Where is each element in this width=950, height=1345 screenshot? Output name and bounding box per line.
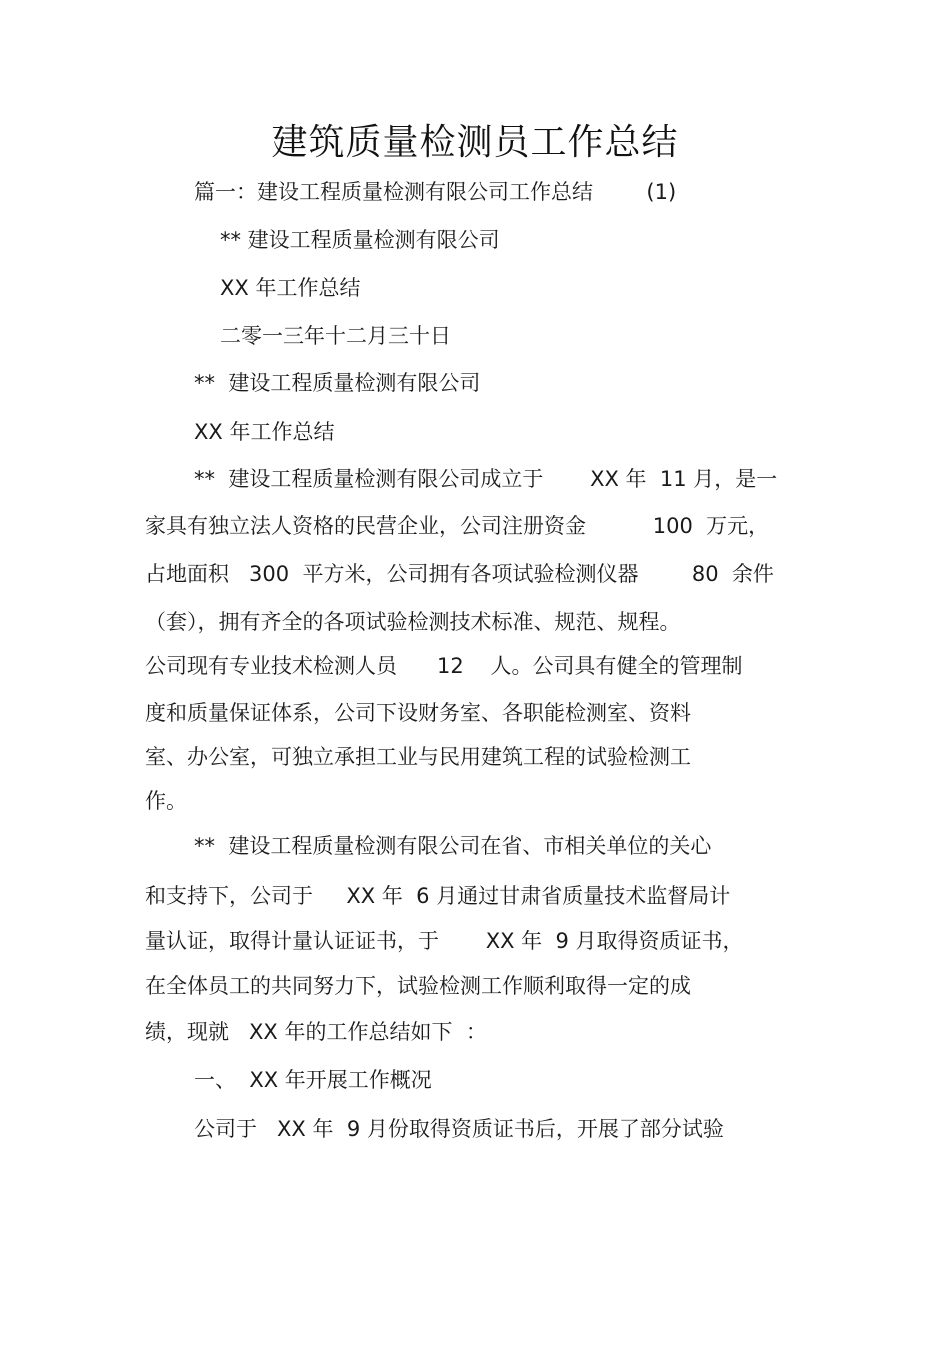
paragraph-line: 作。 <box>145 789 187 813</box>
paragraph-line: 占地面积 300 平方米，公司拥有各项试验检测仪器 80 余件 <box>145 562 774 586</box>
paragraph-line: ** 建设工程质量检测有限公司成立于 XX 年 11 月，是一 <box>194 467 778 491</box>
paragraph-line: 度和质量保证体系，公司下设财务室、各职能检测室、资料 <box>145 701 691 725</box>
document-title: 建筑质量检测员工作总结 <box>271 122 679 163</box>
paragraph-line: 室、办公室，可独立承担工业与民用建筑工程的试验检测工 <box>145 745 691 769</box>
chapter-heading: 篇一：建设工程质量检测有限公司工作总结 (1) <box>194 180 677 204</box>
company-name-line: ** 建设工程质量检测有限公司 <box>194 371 481 395</box>
paragraph-line: 公司于 XX 年 9 月份取得资质证书后，开展了部分试验 <box>194 1117 724 1141</box>
report-title-line: XX 年工作总结 <box>220 276 361 300</box>
section-heading: 一、 XX 年开展工作概况 <box>194 1068 432 1092</box>
paragraph-line: （套），拥有齐全的各项试验检测技术标准、规范、规程。 <box>145 610 681 634</box>
company-name-line: ** 建设工程质量检测有限公司 <box>220 228 500 252</box>
paragraph-line: 公司现有专业技术检测人员 12 人。公司具有健全的管理制 <box>145 654 743 678</box>
paragraph-line: 绩，现就 XX 年的工作总结如下 ： <box>145 1020 487 1044</box>
paragraph-line: ** 建设工程质量检测有限公司在省、市相关单位的关心 <box>194 834 712 858</box>
date-line: 二零一三年十二月三十日 <box>220 324 451 348</box>
paragraph-line: 家具有独立法人资格的民营企业，公司注册资金 100 万元， <box>145 514 770 538</box>
paragraph-line: 量认证，取得计量认证证书，于 XX 年 9 月取得资质证书， <box>145 929 744 953</box>
report-title-line: XX 年工作总结 <box>194 420 335 444</box>
paragraph-line: 和支持下，公司于 XX 年 6 月通过甘肃省质量技术监督局计 <box>145 884 731 908</box>
paragraph-line: 在全体员工的共同努力下，试验检测工作顺利取得一定的成 <box>145 974 691 998</box>
